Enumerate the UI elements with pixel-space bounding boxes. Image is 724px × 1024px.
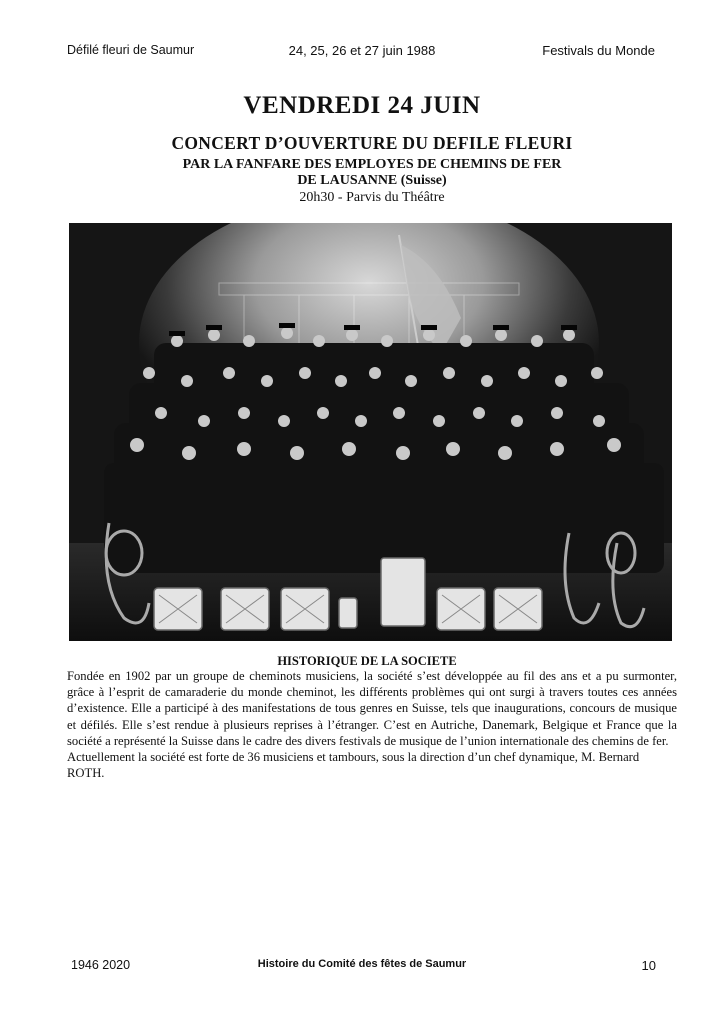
history-paragraph: Fondée en 1902 par un groupe de cheminots musiciens, la société s’est développée au fil des ans et a pu surmonter, grâce à l’esprit de camaraderie du monde cheminot, les différents problèmes qui ont surgi à travers toutes ces années d’existence. Elle a participé à des manifestations de tous genres en Suisse, tels que inaugurations, concours de musique et défilés. Elle s’est rendue à plusieurs reprises à l’étranger. C’est en Autriche, Danemark, Belgique et France que la société a représenté la Suisse dans le cadre des divers festivals de musique de l’union internationale des chemins de fer. [67, 669, 677, 748]
band-name-line2: DE LAUSANNE (Suisse) [297, 173, 447, 188]
header-dates: 24, 25, 26 et 27 juin 1988 [288, 43, 436, 58]
header-right: Festivals du Monde [542, 43, 655, 58]
header-left: Défilé fleuri de Saumur [67, 43, 195, 57]
venue-time: 20h30 - Parvis du Théâtre [299, 190, 445, 205]
page-title: VENDREDI 24 JUIN [243, 92, 481, 119]
band-members [104, 323, 664, 573]
history-text [67, 668, 677, 781]
history-paragraph: Actuellement la société est forte de 36 musiciens et tambours, sous la direction d’un chef dynamique, M. Bernard ROTH. [67, 750, 640, 781]
footer-title: Histoire du Comité des fêtes de Saumur [257, 958, 467, 970]
page-number: 10 [641, 958, 656, 973]
band-name-line1: PAR LA FANFARE DES EMPLOYES DE CHEMINS DE FER [182, 157, 562, 172]
footer-years: 1946 2020 [71, 958, 131, 972]
page-subtitle: CONCERT D’OUVERTURE DU DEFILE FLEURI [171, 133, 573, 153]
band-group-photo [69, 223, 672, 641]
section-title: HISTORIQUE DE LA SOCIETE [277, 654, 457, 668]
